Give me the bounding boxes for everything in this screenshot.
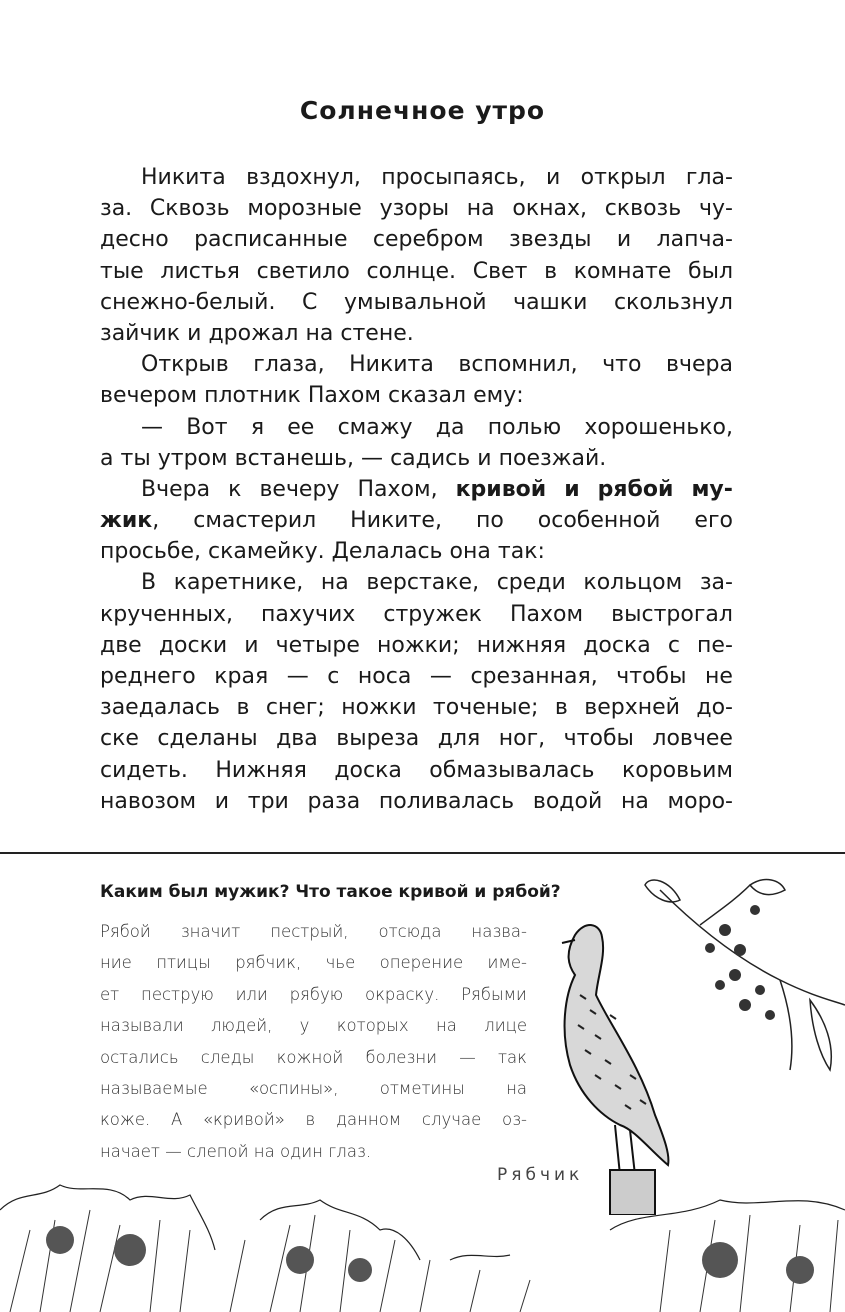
text-line (100, 318, 733, 349)
word: лапча- (656, 227, 733, 253)
word: на (320, 570, 349, 596)
word: ног, (498, 726, 546, 752)
text-line (100, 349, 733, 380)
text-line (100, 599, 733, 630)
word: верстаке, (366, 570, 480, 596)
word: полью (487, 414, 562, 440)
word: на (253, 1141, 275, 1161)
text-line (100, 380, 733, 411)
word: выстрогал (611, 601, 733, 627)
word: отметины (379, 1078, 465, 1098)
word: стружек (383, 601, 482, 627)
word: на (506, 1078, 527, 1098)
word: выреза (336, 726, 420, 752)
word: пестрый, (270, 922, 349, 941)
word: слепой (187, 1141, 249, 1161)
word: на (466, 196, 495, 222)
word: его (694, 508, 733, 534)
word: чтобы (616, 664, 687, 689)
word: в (305, 1110, 316, 1130)
word: вздохнул, (246, 165, 361, 190)
word: открыл (580, 165, 666, 190)
word: так: (497, 539, 545, 565)
word: хорошенько, (584, 414, 733, 440)
word: Вчера (141, 476, 211, 502)
word: людей, (210, 1016, 273, 1036)
word: плотник (204, 383, 301, 409)
word: сидеть. (100, 757, 188, 783)
word: кожной (276, 1047, 344, 1067)
word: поливалась (378, 788, 515, 814)
word: — (165, 1141, 182, 1161)
word: за- (699, 570, 733, 596)
word: нижняя (476, 632, 567, 658)
word: Рябыми (461, 984, 527, 1004)
text-line (100, 692, 733, 723)
word: остались (100, 1047, 179, 1067)
word: точеные; (432, 695, 539, 721)
word: Никита (141, 165, 226, 190)
word: скользнул (613, 289, 733, 315)
word: каретнике, (173, 570, 304, 596)
word: один (279, 1141, 323, 1161)
word: — (459, 1047, 476, 1067)
text-line (100, 412, 733, 443)
illustration-caption: Рябчик (497, 1165, 584, 1185)
word: ножки (341, 695, 417, 721)
word: четыре (275, 632, 360, 658)
word: с (327, 664, 340, 689)
word: чу- (698, 196, 733, 222)
text-line (100, 443, 733, 474)
word: чтобы (563, 726, 634, 752)
word: светило (256, 258, 350, 284)
word: в (554, 695, 568, 721)
text-line (100, 162, 733, 193)
word: — (429, 664, 452, 689)
word: снег; (265, 695, 325, 721)
word: срезанная, (470, 664, 598, 689)
text-line (100, 474, 733, 505)
word: до- (696, 695, 733, 721)
story-text (100, 162, 733, 817)
word: ет (100, 984, 120, 1004)
emphasized-word: кривой (455, 476, 547, 502)
word: дрожал (208, 320, 299, 346)
word: доска (583, 632, 651, 658)
word: зайчик (100, 320, 181, 346)
word: сделаны (157, 726, 258, 752)
word: назва- (471, 922, 527, 941)
word: начает (100, 1141, 160, 1161)
text-line (100, 567, 733, 598)
word: сказал (387, 383, 467, 409)
word: — (361, 445, 384, 471)
divider (0, 852, 845, 854)
word: ему: (473, 383, 524, 409)
word: я (250, 414, 265, 440)
word: вечеру (259, 476, 340, 502)
word: а (100, 445, 114, 471)
word: в (236, 695, 250, 721)
word: глаз. (328, 1141, 372, 1161)
word: умывальной (343, 289, 487, 315)
word: морозные (247, 196, 362, 222)
text-line (100, 193, 733, 224)
word: коровьим (621, 757, 733, 783)
word: две (100, 632, 142, 658)
text-line (100, 755, 733, 786)
word: серебром (372, 227, 484, 253)
word: за. (100, 196, 133, 222)
word: садись (390, 445, 471, 471)
word: — (141, 414, 163, 440)
grass-and-plants-illustration (0, 1170, 845, 1312)
word: звезды (509, 227, 592, 253)
word: что (602, 352, 642, 378)
word: не (705, 664, 733, 689)
word: с (667, 632, 680, 658)
word: тые (100, 258, 144, 284)
word: Пахом, (357, 476, 438, 502)
word: солнце. (366, 258, 457, 284)
word: стене. (340, 320, 414, 346)
word: листья (160, 258, 240, 284)
emphasized-word: му- (691, 476, 733, 502)
text-line (100, 947, 527, 978)
word: Сквозь (149, 196, 230, 222)
word: Открыв (141, 352, 229, 378)
word: пеструю (141, 984, 214, 1004)
word: и (214, 788, 230, 814)
word: комнате (573, 258, 672, 284)
word: Нижняя (215, 757, 307, 783)
word: Пахом (307, 383, 381, 409)
word: просыпаясь, (381, 165, 526, 190)
word: просьбе, (100, 539, 201, 565)
word: Никита (349, 352, 434, 378)
word: ты (120, 445, 151, 471)
word: , (152, 508, 160, 534)
word: данном (335, 1110, 402, 1130)
word: ее (287, 414, 315, 440)
word: «кривой» (202, 1110, 285, 1130)
word: «оспины», (248, 1078, 339, 1098)
word: расписанные (194, 227, 348, 253)
text-line (100, 505, 733, 536)
word: ножки; (376, 632, 460, 658)
word: по (475, 508, 504, 534)
word: поезжай. (498, 445, 607, 471)
word: скамейку. (208, 539, 325, 565)
text-line (100, 1042, 527, 1073)
text-line (100, 1104, 527, 1135)
word: ловчее (652, 726, 733, 752)
word: называемые (100, 1078, 208, 1098)
chapter-title: Солнечное утро (299, 96, 546, 125)
word: — (286, 664, 309, 689)
word: Делалась (331, 539, 443, 565)
word: на (305, 320, 334, 346)
word: пахучих (261, 601, 356, 627)
word: особенной (537, 508, 661, 534)
word: края (214, 664, 269, 689)
text-line (100, 916, 527, 947)
word: обмазывалась (429, 757, 595, 783)
word: Свет (472, 258, 528, 284)
text-line (100, 786, 733, 817)
word: к (228, 476, 242, 502)
word: вчера (666, 352, 733, 378)
word: крученных, (100, 601, 233, 627)
word: ске (100, 726, 139, 752)
text-line (100, 1010, 527, 1041)
word: отсюда (378, 922, 442, 941)
word: вспомнил, (458, 352, 578, 378)
word: на (620, 788, 649, 814)
word: чье (325, 953, 356, 973)
word: глаза, (253, 352, 325, 378)
word: среди (496, 570, 566, 596)
word: птицы (156, 953, 211, 973)
word: она (449, 539, 491, 565)
word: оз- (501, 1110, 527, 1130)
word: для (437, 726, 481, 752)
word: болезни (365, 1047, 437, 1067)
text-line (100, 287, 733, 318)
word: кольцом (583, 570, 683, 596)
text-line (100, 661, 733, 692)
word: значит (180, 922, 241, 941)
sidebar-explanation (100, 916, 527, 1167)
text-line (100, 1073, 527, 1104)
word: два (276, 726, 318, 752)
word: снежно-белый. (100, 289, 276, 315)
word: и (187, 320, 202, 346)
word: навозом (100, 788, 197, 814)
word: утром (157, 445, 228, 471)
word: на (435, 1016, 457, 1036)
word: ние (100, 953, 132, 973)
word: и (477, 445, 492, 471)
text-line (100, 536, 733, 567)
text-line (100, 256, 733, 287)
word: Вот (186, 414, 228, 440)
emphasized-word: и (564, 476, 580, 502)
word: встанешь, (234, 445, 354, 471)
word: Пахом (509, 601, 584, 627)
word: смажу (337, 414, 413, 440)
word: Никите, (350, 508, 442, 534)
word: моро- (667, 788, 733, 814)
word: заедалась (100, 695, 221, 721)
word: рябчик, (235, 953, 302, 973)
word: С (302, 289, 318, 315)
word: десно (100, 227, 169, 253)
word: пе- (697, 632, 733, 658)
word: коже. (100, 1110, 151, 1130)
text-line (100, 224, 733, 255)
word: гла- (685, 165, 733, 190)
word: и (545, 165, 561, 190)
word: и (244, 632, 259, 658)
word: Рябой (100, 922, 151, 941)
word: смастерил (193, 508, 317, 534)
word: и (616, 227, 632, 253)
word: у (299, 1016, 310, 1036)
word: водой (532, 788, 603, 814)
text-line (100, 1136, 527, 1167)
emphasized-word: рябой (597, 476, 674, 502)
word: раза (307, 788, 361, 814)
word: В (141, 570, 157, 596)
word: три (247, 788, 289, 814)
word: сквозь (604, 196, 682, 222)
sidebar-question: Каким был мужик? Что такое кривой и рябой? (100, 882, 561, 902)
word: окнах, (512, 196, 588, 222)
word: называли (100, 1016, 184, 1036)
text-line (100, 979, 527, 1010)
word: вечером (100, 383, 198, 409)
word: случае (421, 1110, 482, 1130)
word: в (544, 258, 558, 284)
word: рябую (289, 984, 344, 1004)
word: верхней (584, 695, 680, 721)
word: носа (357, 664, 412, 689)
text-line (100, 723, 733, 754)
word-group (100, 505, 159, 536)
word: чашки (513, 289, 588, 315)
word: доски (158, 632, 228, 658)
word: был (688, 258, 733, 284)
word: узоры (379, 196, 450, 222)
word: окраску. (365, 984, 440, 1004)
emphasized-word: жик (100, 508, 153, 534)
word: име- (487, 953, 527, 973)
word: оперение (379, 953, 464, 973)
word: да (435, 414, 465, 440)
word: которых (336, 1016, 409, 1036)
word: реднего (100, 664, 196, 689)
word: доска (334, 757, 402, 783)
word: следы (200, 1047, 255, 1067)
text-line (100, 630, 733, 661)
word: лице (484, 1016, 527, 1036)
word: так (497, 1047, 527, 1067)
word: или (235, 984, 268, 1004)
word: А (170, 1110, 183, 1130)
